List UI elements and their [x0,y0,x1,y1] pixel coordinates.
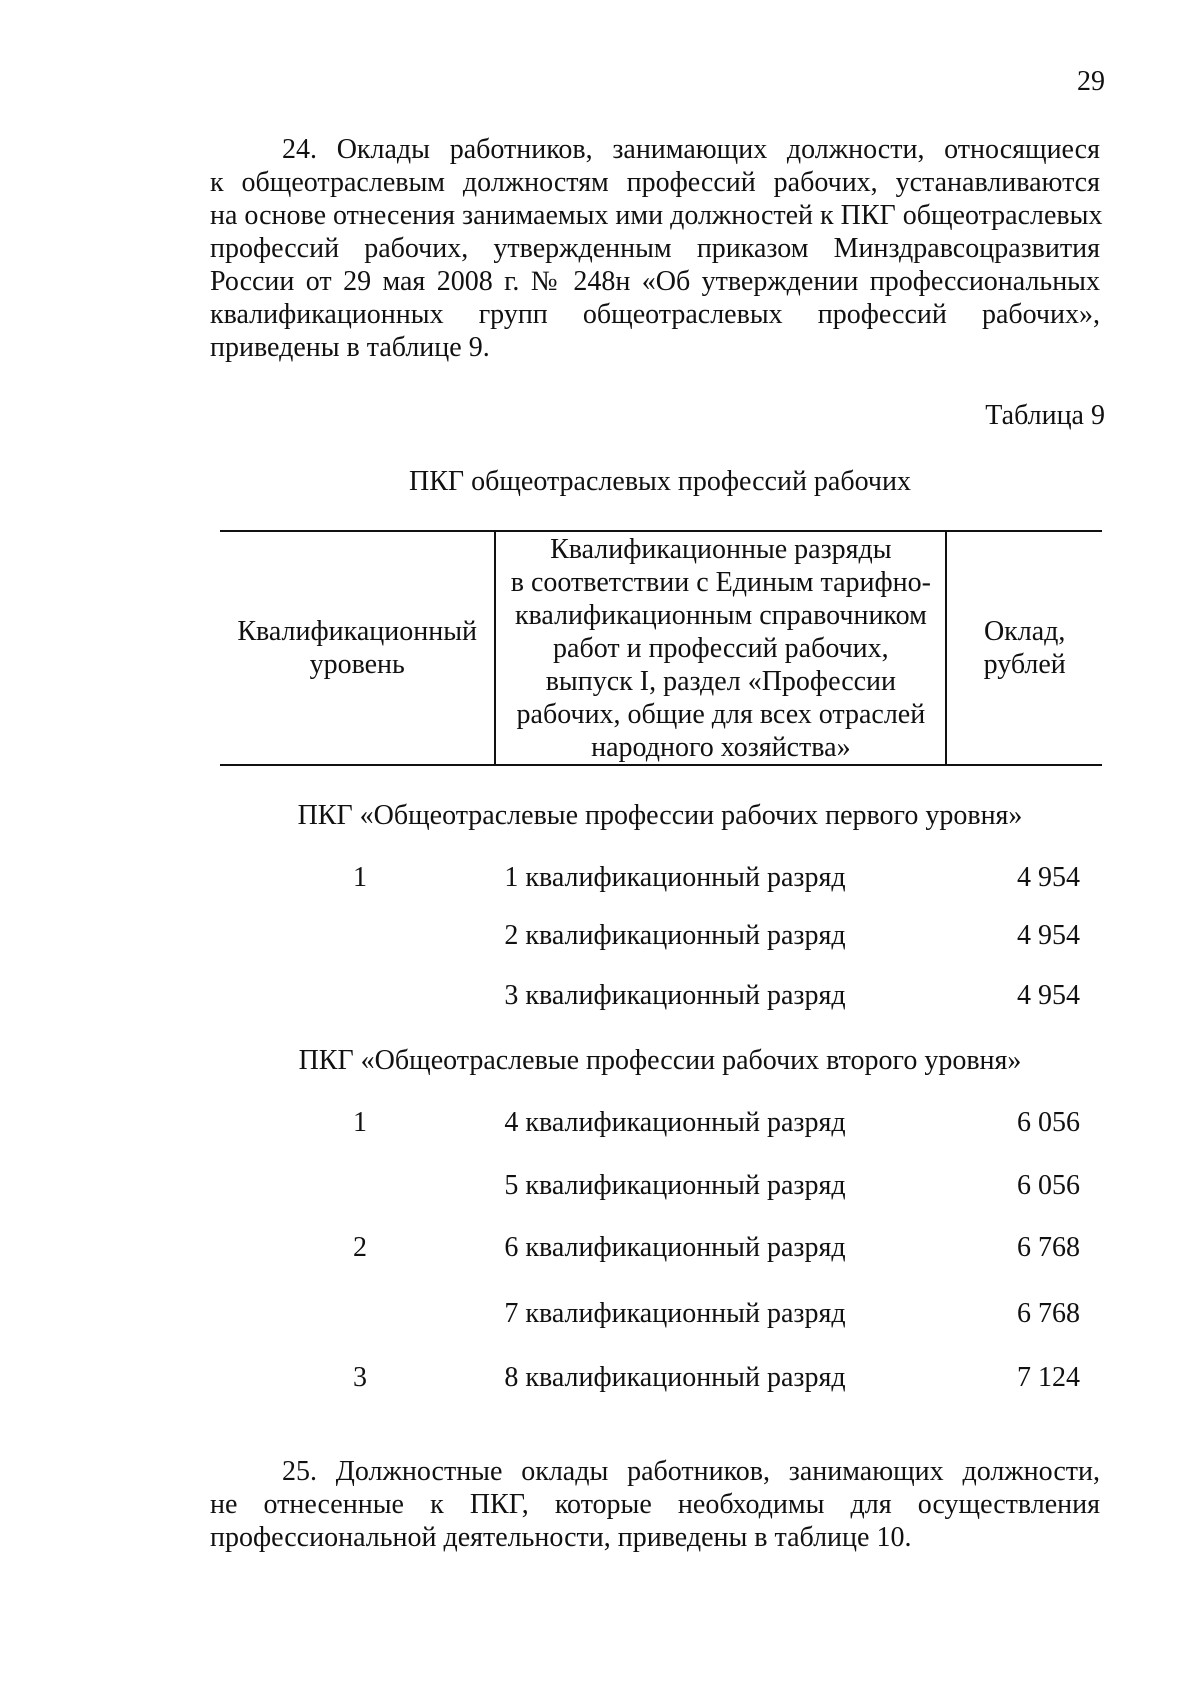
header-text: народного хозяйства» [591,731,851,763]
table-row [220,1362,1100,1396]
row-grade: 6 квалификационный разряд [504,1232,846,1263]
paragraph-24-line: России от 29 мая 2008 г. № 248н «Об утверждении профессиональных [210,266,1100,297]
paragraph-25-line: профессиональной деятельности, приведены в таблице 10. [210,1522,912,1553]
row-level: 1 [353,1107,367,1138]
paragraph-24-line: 24. Оклады работников, занимающих должности, относящиеся [282,134,1100,165]
group-header-first-level: ПКГ «Общеотраслевые профессии рабочих первого уровня» [297,800,1023,831]
row-grade: 8 квалификационный разряд [504,1362,846,1393]
row-salary: 4 954 [1017,920,1080,951]
header-text: в соответствии с Единым тарифно- [510,566,931,598]
header-text: рабочих, общие для всех отраслей [516,698,926,730]
row-grade: 5 квалификационный разряд [504,1170,846,1201]
paragraph-24-line: на основе отнесения занимаемых ими должностей к ПКГ общеотраслевых [210,200,1103,231]
header-qualification-grades [494,532,947,764]
header-text: Квалификационный [237,616,477,647]
paragraph-25 [210,1455,1100,1554]
row-grade: 3 квалификационный разряд [504,980,846,1011]
header-text: выпуск I, раздел «Профессии [545,665,897,697]
header-text: Оклад, [983,616,1066,647]
table-row [220,920,1100,954]
table-row [220,862,1100,896]
paragraph-24 [210,133,1103,364]
table-number-label: Таблица 9 [985,400,1105,431]
row-salary: 7 124 [1017,1362,1080,1393]
row-salary: 6 056 [1017,1170,1080,1201]
header-qualification-level [220,532,494,764]
paragraph-25-line: 25. Должностные оклады работников, занимающих должности, [282,1456,1100,1487]
paragraph-24-line: квалификационных групп общеотраслевых профессий рабочих», [210,299,1100,330]
row-salary: 6 768 [1017,1298,1080,1329]
row-grade: 4 квалификационный разряд [504,1107,846,1138]
table-row [220,1232,1100,1266]
table-row [220,1107,1100,1141]
row-salary: 4 954 [1017,980,1080,1011]
row-salary: 6 056 [1017,1107,1080,1138]
header-text: уровень [309,649,405,680]
row-grade: 7 квалификационный разряд [504,1298,846,1329]
header-text: Квалификационные разряды [550,533,892,565]
header-text: рублей [983,649,1066,680]
row-salary: 6 768 [1017,1232,1080,1263]
header-text: квалификационным справочником [514,599,927,631]
page-number: 29 [1077,66,1105,97]
header-salary [947,532,1102,764]
row-salary: 4 954 [1017,862,1080,893]
paragraph-25-line: не отнесенные к ПКГ, которые необходимы для осуществления [210,1489,1100,1520]
table-title: ПКГ общеотраслевых профессий рабочих [409,466,911,497]
row-level: 3 [353,1362,367,1393]
table-row [220,980,1100,1014]
paragraph-24-line: профессий рабочих, утвержденным приказом Минздравсоцразвития [210,233,1100,264]
table-row [220,1298,1100,1332]
row-grade: 1 квалификационный разряд [504,862,846,893]
row-grade: 2 квалификационный разряд [504,920,846,951]
row-level: 2 [353,1232,367,1263]
header-text: работ и профессий рабочих, [553,632,889,664]
row-level: 1 [353,862,367,893]
group-header-second-level: ПКГ «Общеотраслевые профессии рабочих второго уровня» [298,1045,1022,1076]
paragraph-24-line: к общеотраслевым должностям профессий рабочих, устанавливаются [210,167,1100,198]
table-row [220,1170,1100,1204]
paragraph-24-line: приведены в таблице 9. [210,332,490,363]
table-header [220,530,1102,766]
